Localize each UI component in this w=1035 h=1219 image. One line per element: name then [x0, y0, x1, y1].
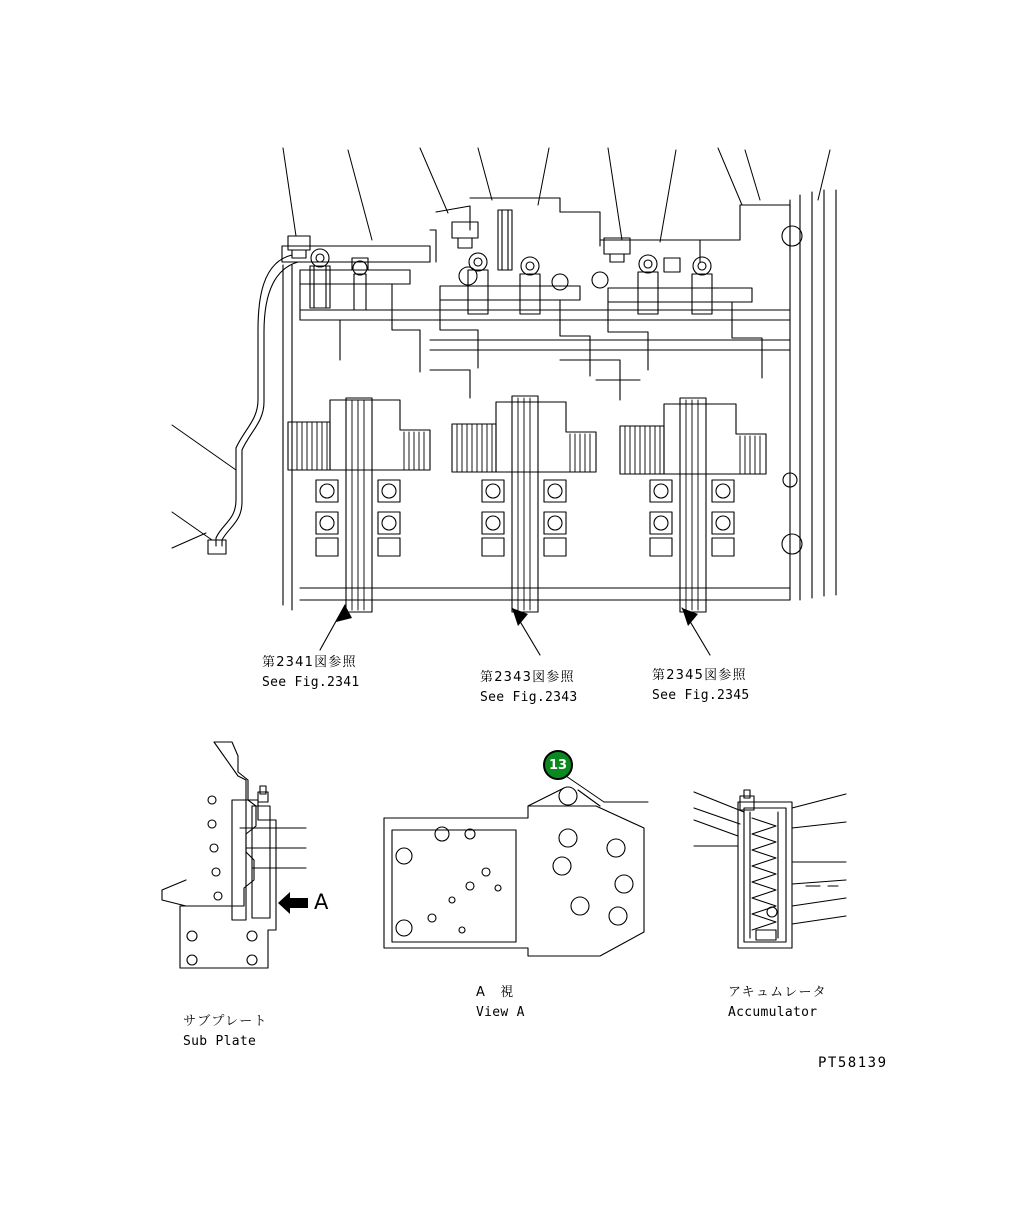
see-fig-2341-en: See Fig.2341 [262, 675, 360, 690]
sub-plate-label-ja: サブプレート [183, 1014, 268, 1029]
oil-tube-left [208, 255, 298, 554]
callout-leader-13 [566, 776, 648, 802]
clutch-pack-2 [440, 210, 596, 612]
view-a-label-ja: A 視 [476, 985, 515, 1000]
view-a-drawing [384, 787, 644, 956]
accumulator-label-en: Accumulator [728, 1005, 818, 1020]
see-fig-2345-ja: 第2345図参照 [652, 668, 747, 683]
see-fig-2343-en: See Fig.2343 [480, 690, 578, 705]
sub-plate-drawing [162, 742, 306, 968]
view-a-label-en: View A [476, 1005, 525, 1020]
accumulator-drawing [694, 790, 846, 948]
clutch-pack-3 [604, 238, 766, 612]
see-fig-2341-ja: 第2341図参照 [262, 655, 357, 670]
drawing-number: PT58139 [818, 1055, 888, 1071]
view-direction-arrow [278, 892, 308, 914]
see-fig-2345-en: See Fig.2345 [652, 688, 750, 703]
view-arrow-label-a: A [314, 890, 329, 914]
reference-leaders [320, 605, 710, 655]
shaft-bearings [300, 226, 802, 600]
see-fig-2343-ja: 第2343図参照 [480, 670, 575, 685]
clutch-pack-1 [288, 236, 430, 612]
accumulator-label-ja: アキュムレータ [728, 985, 827, 1000]
top-leader-lines [172, 148, 830, 548]
sub-plate-label-en: Sub Plate [183, 1034, 257, 1049]
callout-13[interactable]: 13 [543, 750, 573, 780]
